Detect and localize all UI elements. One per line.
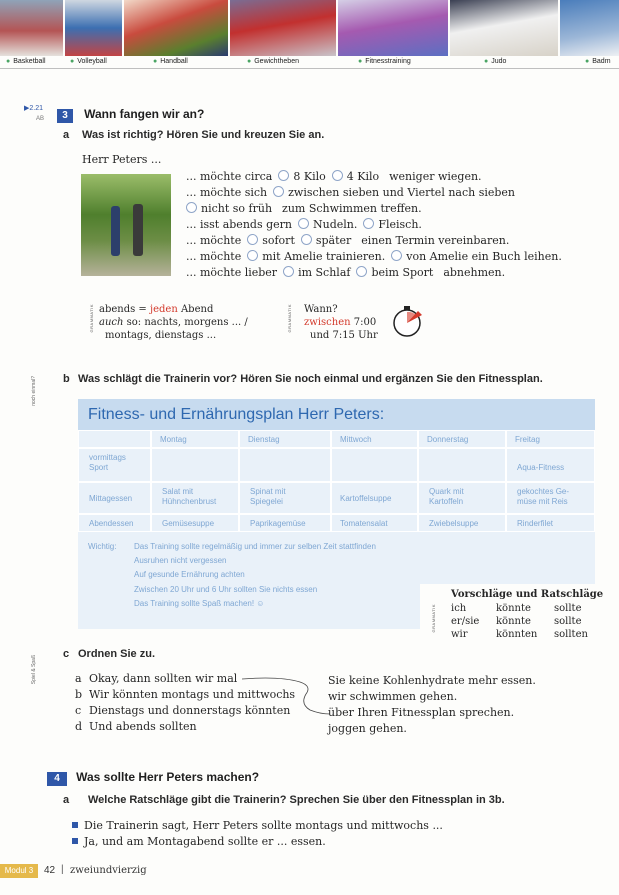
plan-cell[interactable]: Quark mit Kartoffeln (418, 482, 506, 514)
plan-note: Das Training sollte Spaß machen! ☺ (134, 599, 265, 608)
plan-cell[interactable] (239, 448, 331, 482)
statement-row-5: ... möchte sofort später einen Termin vereinbaren. (186, 234, 510, 247)
handball-photo (124, 0, 228, 56)
caption-badminton: ● Badm (585, 58, 611, 65)
plan-cell[interactable] (418, 448, 506, 482)
task-c-letter: c (63, 648, 70, 660)
stopwatch-icon (389, 303, 427, 341)
grammar-box-abends: abends = jeden Abend auch so: nachts, morgens ... / montags, dienstags ... (99, 304, 248, 341)
plan-note: Zwischen 20 Uhr und 6 Uhr sollten Sie nichts essen (134, 585, 318, 594)
task-c-instruction: Ordnen Sie zu. (78, 648, 156, 660)
exercise-number: 3 (57, 109, 73, 123)
section-title: Was sollte Herr Peters machen? (76, 770, 260, 784)
checkbox[interactable] (283, 266, 294, 277)
example-item: Die Trainerin sagt, Herr Peters sollte montags und mittwochs ... (72, 818, 443, 834)
match-connector-line (240, 672, 332, 722)
checkbox[interactable] (298, 218, 309, 229)
plan-cell[interactable]: Tomatensalat (331, 514, 418, 532)
caption-basketball: ● Basketball (6, 58, 46, 65)
statement-row-6: ... möchte mit Amelie trainieren. von Amelie ein Buch leihen. (186, 250, 562, 263)
grammar-title: Vorschläge und Ratschläge (451, 589, 604, 600)
match-left-item[interactable]: c Dienstags und donnerstags könnten (75, 704, 291, 717)
page-number-word: zweiundvierzig (70, 865, 147, 876)
match-right-item[interactable]: über Ihren Fitnessplan sprechen. (328, 706, 515, 719)
checkbox[interactable] (332, 170, 343, 181)
plan-note: Auf gesunde Ernährung achten (134, 570, 245, 579)
intro-text: Herr Peters ... (82, 153, 162, 166)
match-left-item[interactable]: d Und abends sollten (75, 720, 197, 733)
statement-row-3: nicht so früh zum Schwimmen treffen. (186, 202, 422, 215)
example-list (72, 818, 443, 850)
checkbox[interactable] (391, 250, 402, 261)
statement-row-4: ... isst abends gern Nudeln. Fleisch. (186, 218, 422, 231)
match-left-item[interactable]: a Okay, dann sollten wir mal (75, 672, 238, 685)
jogging-photo (81, 174, 171, 276)
task-a-instruction: Was ist richtig? Hören Sie und kreuzen Sie an. (82, 129, 325, 141)
row-label: vormittags Sport (78, 448, 151, 482)
checkbox[interactable] (273, 186, 284, 197)
checkbox[interactable] (301, 234, 312, 245)
judo-photo (450, 0, 558, 56)
day-header: Freitag (506, 430, 595, 448)
section-3-heading (57, 103, 204, 123)
wichtig-label: Wichtig: (88, 542, 117, 551)
task-b-letter: b (63, 373, 70, 385)
plan-cell[interactable]: Salat mit Hühnchenbrust (151, 482, 239, 514)
match-right-item[interactable]: joggen gehen. (328, 722, 407, 735)
fitness-photo (338, 0, 448, 56)
top-rule (0, 68, 619, 69)
play-icon: ▶ (24, 105, 30, 112)
day-header: Donnerstag (418, 430, 506, 448)
badminton-photo (560, 0, 619, 56)
volleyball-photo (65, 0, 122, 56)
plan-cell[interactable]: Paprikagemüse (239, 514, 331, 532)
footer-separator: | (61, 864, 64, 875)
match-right-list (328, 673, 536, 737)
plan-cell[interactable]: Zwiebelsuppe (418, 514, 506, 532)
caption-handball: ● Handball (153, 58, 188, 65)
ab-label: AB (36, 116, 45, 122)
checkbox[interactable] (247, 250, 258, 261)
day-header: Dienstag (239, 430, 331, 448)
side-label-noch-einmal: noch einmal? (31, 376, 37, 406)
task-4a-instruction: Welche Ratschläge gibt die Trainerin? Sprechen Sie über den Fitnessplan in 3b. (88, 794, 505, 806)
grammar-table: ich könnte sollte er/sie könnte sollte wir könnten sollten (451, 603, 588, 640)
plan-cell[interactable]: gekochtes Ge- müse mit Reis (506, 482, 595, 514)
checkbox[interactable] (363, 218, 374, 229)
plan-note: Das Training sollte regelmäßig und immer zur selben Zeit stattfinden (134, 542, 376, 551)
plan-cell[interactable]: Kartoffelsuppe (331, 482, 418, 514)
section-title: Wann fangen wir an? (84, 107, 205, 121)
day-header: Montag (151, 430, 239, 448)
section-4-heading (47, 766, 259, 786)
statement-row-7: ... möchte lieber im Schlaf beim Sport abnehmen. (186, 266, 506, 279)
side-label-spiel: Spiel & Spaß (31, 655, 37, 685)
caption-weightlifting: ● Gewichtheben (247, 58, 299, 65)
statement-row-1: ... möchte circa 8 Kilo 4 Kilo weniger wiegen. (186, 170, 482, 183)
grammar-box-wann: Wann? zwischen 7:00 und 7:15 Uhr (304, 304, 378, 341)
bullet-icon (72, 838, 78, 844)
grammar-label: GRAMMATIK (431, 604, 436, 633)
plan-cell[interactable]: Rinderfilet (506, 514, 595, 532)
checkbox[interactable] (278, 170, 289, 181)
audio-track[interactable]: ▶2.21 (24, 105, 44, 112)
statement-row-2: ... möchte sich zwischen sieben und Viertel nach sieben (186, 186, 516, 199)
grammar-label: GRAMMATIK (287, 304, 292, 333)
plan-cell[interactable]: Gemüsesuppe (151, 514, 239, 532)
exercise-number: 4 (47, 772, 67, 786)
plan-corner (78, 430, 151, 448)
task-b-instruction: Was schlägt die Trainerin vor? Hören Sie noch einmal und ergänzen Sie den Fitnessplan. (78, 373, 543, 385)
plan-cell[interactable] (331, 448, 418, 482)
basketball-photo (0, 0, 63, 56)
caption-judo: ● Judo (484, 58, 507, 65)
plan-title: Fitness- und Ernährungsplan Herr Peters: (78, 399, 595, 430)
row-label: Mittagessen (78, 482, 151, 514)
caption-fitness: ● Fitnesstraining (358, 58, 411, 65)
plan-cell[interactable]: Spinat mit Spiegelei (239, 482, 331, 514)
row-label: Abendessen (78, 514, 151, 532)
checkbox[interactable] (186, 202, 197, 213)
grammar-label: GRAMMATIK (89, 304, 94, 333)
example-item: Ja, und am Montagabend sollte er ... essen. (72, 834, 443, 850)
task-a-letter: a (63, 129, 70, 141)
plan-cell[interactable] (151, 448, 239, 482)
bullet-icon (72, 822, 78, 828)
plan-note: Ausruhen nicht vergessen (134, 556, 227, 565)
match-left-item[interactable]: b Wir könnten montags und mittwochs (75, 688, 296, 701)
caption-volleyball: ● Volleyball (70, 58, 107, 65)
checkbox[interactable] (247, 234, 258, 245)
task-4a-letter: a (63, 794, 70, 806)
weightlifting-photo (230, 0, 336, 56)
match-right-item[interactable]: Sie keine Kohlenhydrate mehr essen. (328, 674, 536, 687)
page-number: 42 (44, 865, 56, 876)
module-tab: Modul 3 (0, 864, 38, 878)
day-header: Mittwoch (331, 430, 418, 448)
plan-cell[interactable]: Aqua-Fitness (506, 448, 595, 482)
checkbox[interactable] (356, 266, 367, 277)
match-right-item[interactable]: wir schwimmen gehen. (328, 690, 458, 703)
